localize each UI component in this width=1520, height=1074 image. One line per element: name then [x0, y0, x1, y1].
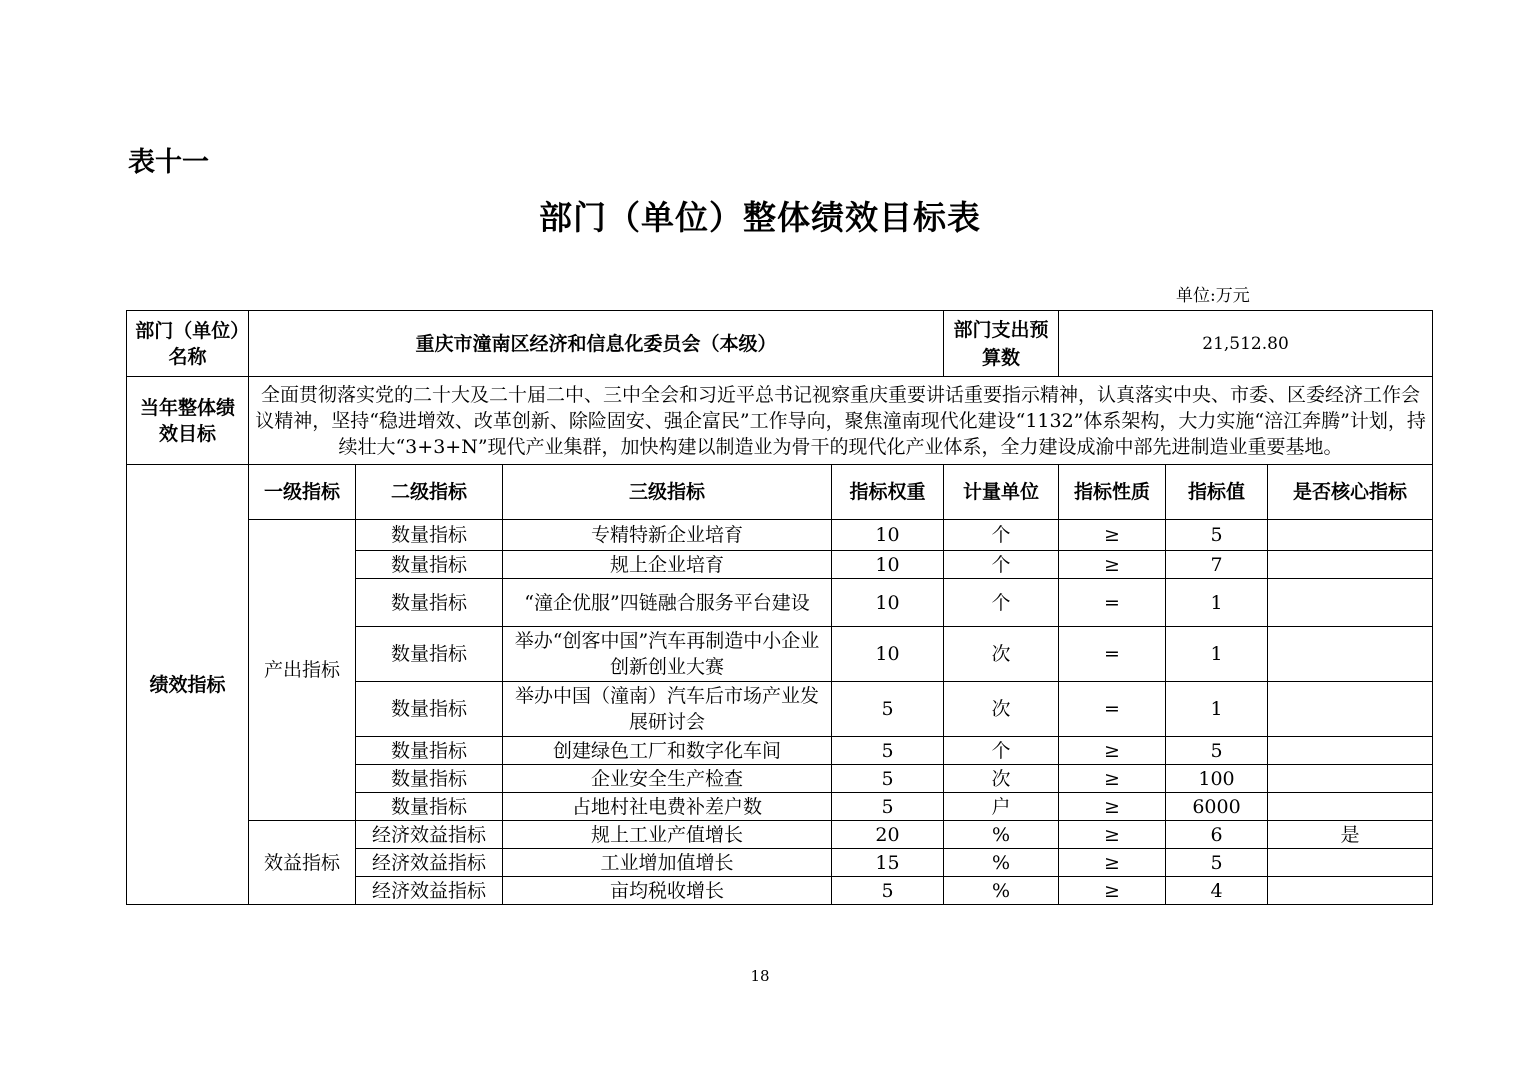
- level3-cell: 规上企业培育: [503, 551, 832, 579]
- level2-cell: 经济效益指标: [356, 821, 503, 849]
- unit-cell: %: [944, 877, 1059, 905]
- header-level2: 二级指标: [356, 465, 503, 520]
- perf-indicator-label: 绩效指标: [127, 465, 249, 905]
- table-row: [127, 520, 1433, 551]
- header-level1: 一级指标: [249, 465, 356, 520]
- value-cell: 5: [1166, 737, 1268, 765]
- weight-cell: 5: [832, 877, 944, 905]
- header-row: [127, 465, 1433, 520]
- unit-label: 单位:万元: [1176, 286, 1250, 306]
- level1-cell: 产出指标: [249, 520, 356, 821]
- level3-cell: 企业安全生产检查: [503, 765, 832, 793]
- level2-cell: 数量指标: [356, 627, 503, 682]
- weight-cell: 10: [832, 520, 944, 551]
- nature-cell: ≥: [1059, 520, 1166, 551]
- weight-cell: 15: [832, 849, 944, 877]
- header-unit: 计量单位: [944, 465, 1059, 520]
- goal-row: [127, 377, 1433, 465]
- header-value: 指标值: [1166, 465, 1268, 520]
- level3-cell: 创建绿色工厂和数字化车间: [503, 737, 832, 765]
- core-cell: [1268, 520, 1433, 551]
- dept-name-value: 重庆市潼南区经济和信息化委员会（本级）: [249, 311, 944, 377]
- annual-goal-text: 全面贯彻落实党的二十大及二十届二中、三中全会和习近平总书记视察重庆重要讲话重要指示精神，认真落实中央、市委、区委经济工作会议精神，坚持“稳进增效、改革创新、除险固安、强企富民”工作导向，聚焦潼南现代化建设“1132”体系架构，大力实施“涪江奔腾”计划，持续壮大“3+3+N”现代产业集群，加快构建以制造业为骨干的现代化产业体系，全力建设成渝中部先进制造业重要基地。: [249, 377, 1433, 465]
- table-number: 表十一: [128, 147, 209, 178]
- dept-row: [127, 311, 1433, 377]
- value-cell: 5: [1166, 849, 1268, 877]
- unit-cell: 个: [944, 551, 1059, 579]
- value-cell: 5: [1166, 520, 1268, 551]
- level2-cell: 数量指标: [356, 579, 503, 627]
- nature-cell: ≥: [1059, 849, 1166, 877]
- weight-cell: 5: [832, 765, 944, 793]
- page-title: 部门（单位）整体绩效目标表: [539, 198, 981, 237]
- nature-cell: =: [1059, 682, 1166, 737]
- level3-cell: 举办中国（潼南）汽车后市场产业发展研讨会: [503, 682, 832, 737]
- nature-cell: ≥: [1059, 551, 1166, 579]
- weight-cell: 5: [832, 737, 944, 765]
- annual-goal-label: 当年整体绩效目标: [127, 377, 249, 465]
- core-cell: [1268, 682, 1433, 737]
- level1-cell: 效益指标: [249, 821, 356, 905]
- weight-cell: 10: [832, 627, 944, 682]
- budget-value: 21,512.80: [1059, 311, 1433, 377]
- unit-cell: 个: [944, 737, 1059, 765]
- level2-cell: 经济效益指标: [356, 849, 503, 877]
- weight-cell: 10: [832, 551, 944, 579]
- header-level3: 三级指标: [503, 465, 832, 520]
- level2-cell: 经济效益指标: [356, 877, 503, 905]
- unit-cell: %: [944, 849, 1059, 877]
- nature-cell: =: [1059, 579, 1166, 627]
- unit-cell: %: [944, 821, 1059, 849]
- core-cell: [1268, 793, 1433, 821]
- level2-cell: 数量指标: [356, 737, 503, 765]
- unit-cell: 个: [944, 579, 1059, 627]
- nature-cell: ≥: [1059, 821, 1166, 849]
- unit-cell: 次: [944, 627, 1059, 682]
- value-cell: 4: [1166, 877, 1268, 905]
- nature-cell: =: [1059, 627, 1166, 682]
- core-cell: [1268, 737, 1433, 765]
- value-cell: 6000: [1166, 793, 1268, 821]
- header-nature: 指标性质: [1059, 465, 1166, 520]
- nature-cell: ≥: [1059, 877, 1166, 905]
- dept-name-label: 部门（单位）名称: [127, 311, 249, 377]
- level2-cell: 数量指标: [356, 765, 503, 793]
- level3-cell: “潼企优服”四链融合服务平台建设: [503, 579, 832, 627]
- performance-table: [126, 310, 1433, 905]
- nature-cell: ≥: [1059, 737, 1166, 765]
- header-weight: 指标权重: [832, 465, 944, 520]
- level3-cell: 工业增加值增长: [503, 849, 832, 877]
- budget-label: 部门支出预算数: [944, 311, 1059, 377]
- table-row: [127, 821, 1433, 849]
- core-cell: [1268, 579, 1433, 627]
- weight-cell: 5: [832, 793, 944, 821]
- value-cell: 6: [1166, 821, 1268, 849]
- unit-cell: 次: [944, 682, 1059, 737]
- level3-cell: 举办“创客中国”汽车再制造中小企业创新创业大赛: [503, 627, 832, 682]
- value-cell: 7: [1166, 551, 1268, 579]
- header-core: 是否核心指标: [1268, 465, 1433, 520]
- weight-cell: 5: [832, 682, 944, 737]
- level3-cell: 占地村社电费补差户数: [503, 793, 832, 821]
- level2-cell: 数量指标: [356, 520, 503, 551]
- nature-cell: ≥: [1059, 765, 1166, 793]
- weight-cell: 10: [832, 579, 944, 627]
- nature-cell: ≥: [1059, 793, 1166, 821]
- unit-cell: 个: [944, 520, 1059, 551]
- level2-cell: 数量指标: [356, 793, 503, 821]
- unit-cell: 户: [944, 793, 1059, 821]
- level2-cell: 数量指标: [356, 682, 503, 737]
- core-cell: [1268, 551, 1433, 579]
- level2-cell: 数量指标: [356, 551, 503, 579]
- core-cell: [1268, 877, 1433, 905]
- level3-cell: 亩均税收增长: [503, 877, 832, 905]
- core-cell: [1268, 849, 1433, 877]
- unit-cell: 次: [944, 765, 1059, 793]
- value-cell: 100: [1166, 765, 1268, 793]
- level3-cell: 规上工业产值增长: [503, 821, 832, 849]
- page-number: 18: [750, 967, 770, 985]
- value-cell: 1: [1166, 579, 1268, 627]
- level3-cell: 专精特新企业培育: [503, 520, 832, 551]
- value-cell: 1: [1166, 627, 1268, 682]
- core-cell: [1268, 627, 1433, 682]
- value-cell: 1: [1166, 682, 1268, 737]
- weight-cell: 20: [832, 821, 944, 849]
- core-cell: [1268, 765, 1433, 793]
- core-cell: 是: [1268, 821, 1433, 849]
